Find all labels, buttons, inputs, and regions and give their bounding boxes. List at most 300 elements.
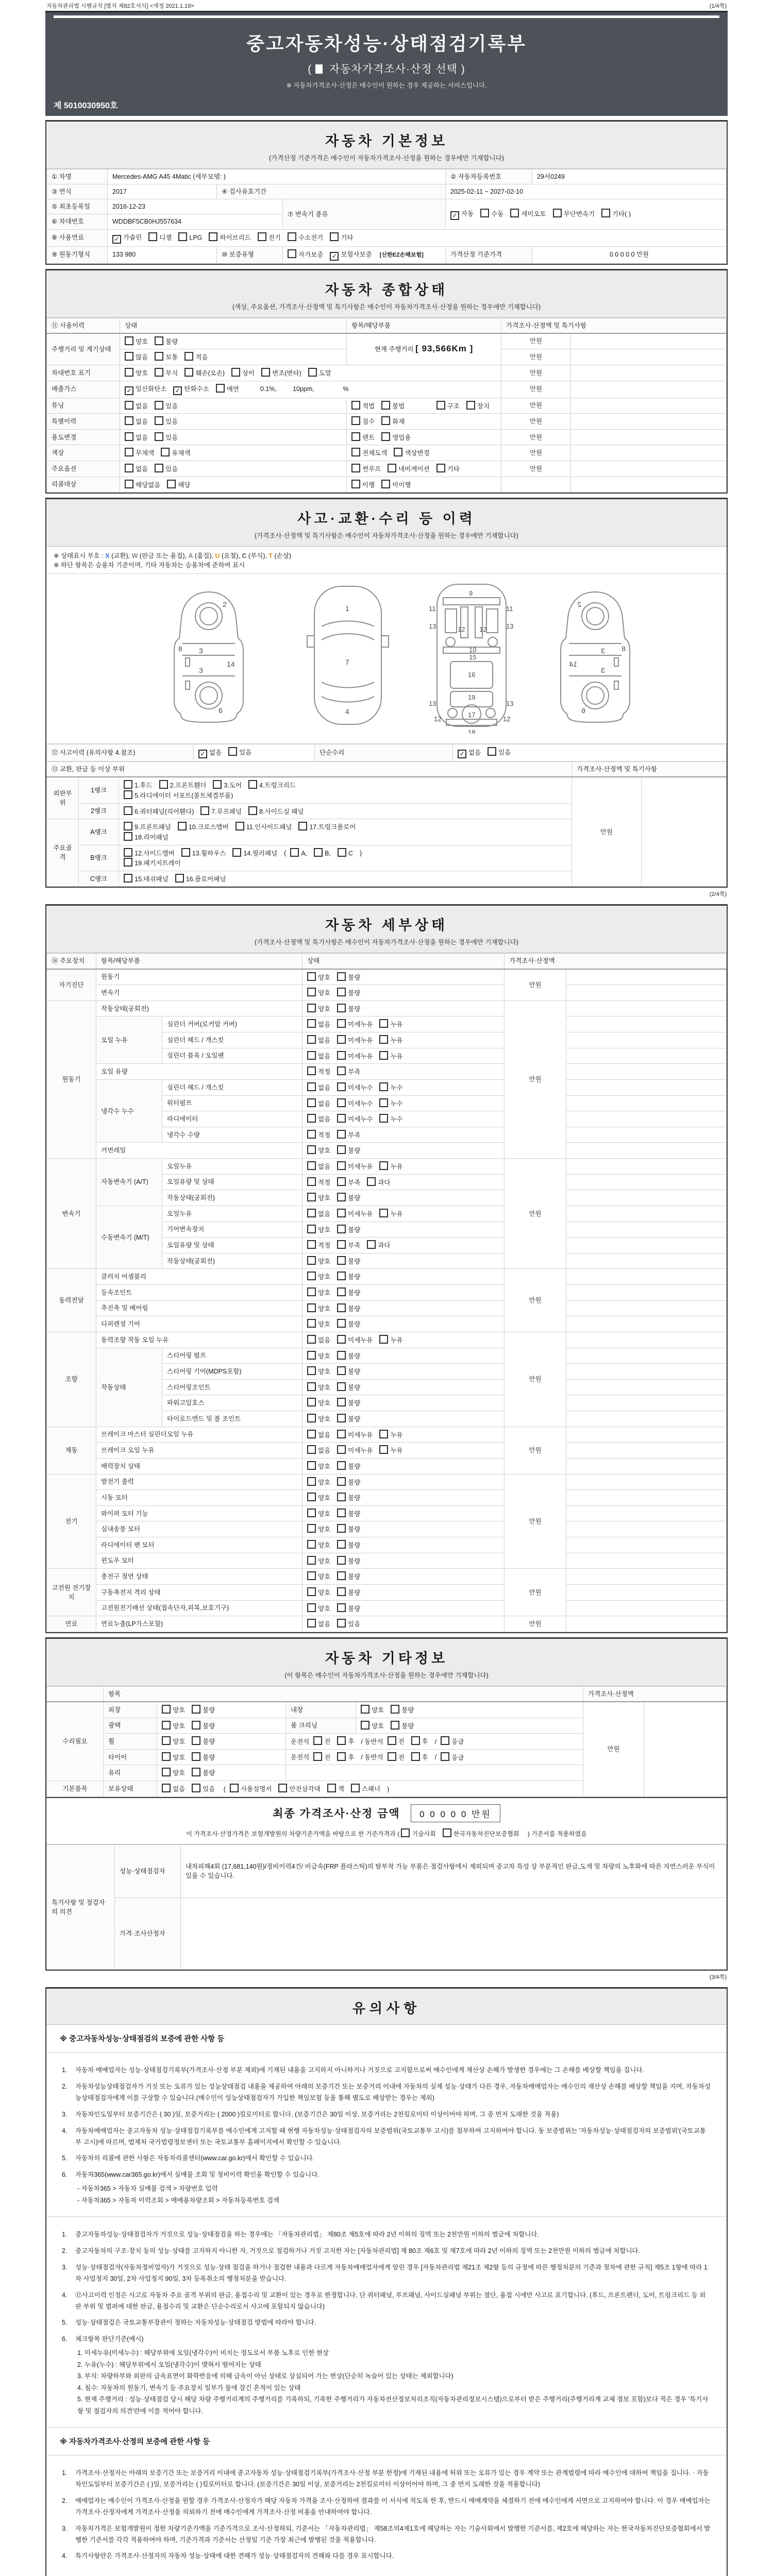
checkbox-option[interactable]: 잭 [327,1784,344,1794]
unchecked-checkbox-icon[interactable] [337,1303,346,1312]
checkbox-option[interactable]: 있음 [155,401,178,411]
unchecked-checkbox-icon[interactable] [351,416,360,425]
unchecked-checkbox-icon[interactable] [394,448,402,456]
checkbox-option[interactable]: 불량 [337,1540,360,1550]
checkbox-option[interactable]: 기타 [330,232,353,243]
checkbox-option[interactable]: 불량 [337,988,360,998]
checkbox-option[interactable]: 없음 [307,1035,330,1045]
checkbox-option[interactable]: 4.트렁크리드 [248,780,296,790]
unchecked-checkbox-icon[interactable] [381,401,390,410]
unchecked-checkbox-icon[interactable] [125,448,133,456]
checkbox-option[interactable]: LPG [178,232,202,243]
unchecked-checkbox-icon[interactable] [125,336,133,345]
checkbox-option[interactable]: 상이 [231,368,255,378]
checkbox-option[interactable]: 불량 [337,1004,360,1014]
checkbox-option[interactable]: 영업용 [381,432,411,443]
unchecked-checkbox-icon[interactable] [337,1752,346,1761]
unchecked-checkbox-icon[interactable] [337,988,346,996]
checkbox-option[interactable]: ✓ 자동 [450,209,474,220]
unchecked-checkbox-icon[interactable] [381,480,390,488]
checkbox-option[interactable]: 해당없음 [125,480,160,490]
checkbox-option[interactable]: 8.사이드실 패널 [248,806,304,817]
unchecked-checkbox-icon[interactable] [337,1035,346,1044]
checkbox-option[interactable]: 누유 [379,1445,402,1455]
unchecked-checkbox-icon[interactable] [213,780,222,789]
unchecked-checkbox-icon[interactable] [337,1098,346,1107]
checkbox-option[interactable]: 없음 [307,1209,330,1219]
unchecked-checkbox-icon[interactable] [290,848,299,857]
checkbox-option[interactable]: 침수 [351,416,375,427]
unchecked-checkbox-icon[interactable] [307,1209,316,1217]
unchecked-checkbox-icon[interactable] [192,1705,200,1714]
unchecked-checkbox-icon[interactable] [330,232,339,241]
unchecked-checkbox-icon[interactable] [337,1209,346,1217]
unchecked-checkbox-icon[interactable] [307,1398,316,1406]
unchecked-checkbox-icon[interactable] [337,1161,346,1170]
checkbox-option[interactable]: 불량 [337,1571,360,1582]
checkbox-option[interactable]: 한국자동차진단보증협회 [443,1828,519,1838]
checkbox-option[interactable]: 19.패키지트레이 [124,858,181,868]
checkbox-option[interactable]: 미세누유 [337,1430,373,1440]
checkbox-option[interactable]: 7.루프패널 [200,806,242,817]
checkbox-option[interactable]: 전 [388,1736,405,1747]
unchecked-checkbox-icon[interactable] [159,780,168,789]
checkbox-option[interactable]: 미세누유 [337,1035,373,1045]
checkbox-option[interactable]: 불량 [337,1603,360,1614]
unchecked-checkbox-icon[interactable] [307,1287,316,1296]
checkbox-option[interactable]: 있음 [228,747,251,757]
checkbox-option[interactable]: 12.사이드멤버 [124,848,175,858]
checkbox-option[interactable]: 부식 [155,368,178,378]
checked-checkbox-icon[interactable]: ✓ [125,386,133,395]
checkbox-option[interactable]: 양호 [125,368,148,378]
unchecked-checkbox-icon[interactable] [307,1366,316,1375]
checkbox-option[interactable]: 미세누수 [337,1082,373,1093]
unchecked-checkbox-icon[interactable] [337,1019,346,1028]
unchecked-checkbox-icon[interactable] [228,747,237,756]
unchecked-checkbox-icon[interactable] [411,1736,420,1745]
unchecked-checkbox-icon[interactable] [162,1721,171,1730]
unchecked-checkbox-icon[interactable] [307,1161,316,1170]
checkbox-option[interactable]: 양호 [307,1004,330,1014]
checkbox-option[interactable]: 없음 [307,1114,330,1124]
checkbox-option[interactable]: 훼손(오손) [184,368,225,378]
checkbox-option[interactable]: 미세누수 [337,1098,373,1109]
checkbox-option[interactable]: 불량 [337,1256,360,1266]
unchecked-checkbox-icon[interactable] [192,1768,200,1776]
checkbox-option[interactable]: 불량 [337,1303,360,1314]
checkbox-option[interactable]: 불법 [381,401,405,411]
unchecked-checkbox-icon[interactable] [125,368,133,377]
checkbox-option[interactable]: 불량 [337,1272,360,1282]
checkbox-option[interactable]: 미세누유 [337,1445,373,1455]
checkbox-option[interactable]: 양호 [307,1382,330,1393]
checkbox-option[interactable]: 양호 [307,1351,330,1361]
unchecked-checkbox-icon[interactable] [337,1540,346,1549]
unchecked-checkbox-icon[interactable] [379,1430,388,1438]
unchecked-checkbox-icon[interactable] [337,1066,346,1075]
unchecked-checkbox-icon[interactable] [391,1721,399,1730]
checkbox-option[interactable]: 누수 [379,1114,402,1124]
unchecked-checkbox-icon[interactable] [337,1177,346,1186]
unchecked-checkbox-icon[interactable] [124,806,132,815]
checkbox-option[interactable]: 수소전기 [288,232,323,243]
checkbox-option[interactable]: ✓ 보험사보증 [330,250,372,261]
unchecked-checkbox-icon[interactable] [307,1035,316,1044]
checkbox-option[interactable]: 색상변경 [394,448,429,458]
unchecked-checkbox-icon[interactable] [184,352,193,361]
unchecked-checkbox-icon[interactable] [337,1587,346,1596]
checkbox-option[interactable]: 불량 [337,1287,360,1298]
unchecked-checkbox-icon[interactable] [184,368,193,377]
checkbox-option[interactable]: 응급 [441,1752,464,1762]
unchecked-checkbox-icon[interactable] [232,848,241,857]
unchecked-checkbox-icon[interactable] [337,1619,346,1628]
checkbox-option[interactable]: 미세누수 [337,1114,373,1124]
checkbox-option[interactable]: 전 [313,1752,330,1762]
checkbox-option[interactable]: 16.플로어패널 [175,874,226,884]
checkbox-option[interactable]: 누유 [379,1051,402,1061]
unchecked-checkbox-icon[interactable] [351,448,360,456]
checkbox-option[interactable]: 수동 [480,209,503,219]
unchecked-checkbox-icon[interactable] [337,1382,346,1391]
unchecked-checkbox-icon[interactable] [443,1828,451,1837]
unchecked-checkbox-icon[interactable] [298,822,307,831]
checkbox-option[interactable]: 누수 [379,1098,402,1109]
checkbox-option[interactable]: 불량 [391,1721,414,1731]
unchecked-checkbox-icon[interactable] [337,1193,346,1201]
unchecked-checkbox-icon[interactable] [379,1335,388,1344]
unchecked-checkbox-icon[interactable] [125,401,133,410]
checkbox-option[interactable]: 불량 [337,1509,360,1519]
checkbox-option[interactable]: 없음 [307,1051,330,1061]
checkbox-option[interactable]: 없음 [162,1784,185,1794]
unchecked-checkbox-icon[interactable] [367,1177,376,1186]
unchecked-checkbox-icon[interactable] [155,464,163,472]
unchecked-checkbox-icon[interactable] [351,480,360,488]
unchecked-checkbox-icon[interactable] [367,1240,376,1249]
checkbox-option[interactable]: 3.도어 [213,780,242,790]
unchecked-checkbox-icon[interactable] [181,848,190,857]
unchecked-checkbox-icon[interactable] [307,1066,316,1075]
checkbox-option[interactable]: 없음 [125,464,148,474]
checkbox-option[interactable]: 양호 [307,972,330,982]
unchecked-checkbox-icon[interactable] [401,1828,410,1837]
checkbox-option[interactable]: 적정 [307,1066,330,1077]
unchecked-checkbox-icon[interactable] [337,1477,346,1486]
unchecked-checkbox-icon[interactable] [337,1335,346,1344]
unchecked-checkbox-icon[interactable] [125,432,133,441]
unchecked-checkbox-icon[interactable] [125,352,133,361]
unchecked-checkbox-icon[interactable] [124,832,132,841]
checkbox-option[interactable]: 5.라디에이터 서포트(볼트체결부품) [124,790,233,801]
checkbox-option[interactable]: 후 [411,1752,428,1762]
checkbox-option[interactable]: 양호 [307,1603,330,1614]
checkbox-option[interactable]: 부족 [337,1066,360,1077]
checkbox-option[interactable]: 양호 [307,1303,330,1314]
unchecked-checkbox-icon[interactable] [162,1736,171,1745]
checkbox-option[interactable]: 불량 [337,1351,360,1361]
unchecked-checkbox-icon[interactable] [379,1161,388,1170]
unchecked-checkbox-icon[interactable] [379,1051,388,1060]
checkbox-option[interactable]: 불량 [337,1382,360,1393]
checkbox-option[interactable]: 없음 [125,416,148,427]
checkbox-option[interactable]: 보통 [155,352,178,362]
checkbox-option[interactable]: 후 [411,1736,428,1747]
checkbox-option[interactable]: 불량 [337,1556,360,1566]
checkbox-option[interactable]: 있음 [337,1619,360,1629]
unchecked-checkbox-icon[interactable] [314,848,323,857]
unchecked-checkbox-icon[interactable] [167,480,176,488]
checkbox-option[interactable]: 부족 [337,1130,360,1140]
unchecked-checkbox-icon[interactable] [307,972,316,981]
checkbox-option[interactable]: 불량 [192,1721,215,1731]
unchecked-checkbox-icon[interactable] [337,1524,346,1533]
checkbox-option[interactable]: 있음 [192,1784,215,1794]
unchecked-checkbox-icon[interactable] [248,780,257,789]
unchecked-checkbox-icon[interactable] [230,1784,239,1792]
checkbox-option[interactable]: 불량 [337,1193,360,1203]
unchecked-checkbox-icon[interactable] [162,1752,171,1761]
checkbox-option[interactable]: 불량 [337,1524,360,1534]
unchecked-checkbox-icon[interactable] [307,1051,316,1060]
unchecked-checkbox-icon[interactable] [192,1721,200,1730]
unchecked-checkbox-icon[interactable] [337,1051,346,1060]
checkbox-option[interactable]: 양호 [162,1705,185,1715]
checkbox-option[interactable]: 렌트 [351,432,375,443]
checkbox-option[interactable]: 양호 [307,1524,330,1534]
checkbox-option[interactable]: 있음 [488,747,511,757]
unchecked-checkbox-icon[interactable] [288,232,296,241]
unchecked-checkbox-icon[interactable] [379,1019,388,1028]
unchecked-checkbox-icon[interactable] [125,416,133,425]
checkbox-option[interactable]: 10.크로스멤버 [178,822,229,832]
checkbox-option[interactable]: 없음 [307,1098,330,1109]
checkbox-option[interactable]: 양호 [307,1319,330,1329]
checkbox-option[interactable]: 전 [313,1736,330,1747]
checkbox-option[interactable]: 전 [388,1752,405,1762]
unchecked-checkbox-icon[interactable] [178,232,187,241]
checkbox-option[interactable]: 많음 [125,352,148,362]
checkbox-option[interactable]: 양호 [307,1571,330,1582]
checked-checkbox-icon[interactable]: ✓ [330,252,339,261]
checkbox-option[interactable]: 양호 [307,1287,330,1298]
unchecked-checkbox-icon[interactable] [337,1240,346,1249]
unchecked-checkbox-icon[interactable] [124,858,132,867]
checkbox-option[interactable]: 양호 [162,1721,185,1731]
unchecked-checkbox-icon[interactable] [307,1351,316,1360]
checkbox-option[interactable]: 양호 [307,1225,330,1235]
unchecked-checkbox-icon[interactable] [231,368,240,377]
unchecked-checkbox-icon[interactable] [337,1398,346,1406]
unchecked-checkbox-icon[interactable] [436,401,445,410]
unchecked-checkbox-icon[interactable] [510,209,519,217]
unchecked-checkbox-icon[interactable] [337,1414,346,1422]
checkbox-option[interactable]: 불량 [337,1587,360,1598]
checkbox-option[interactable]: 없음 [307,1619,330,1629]
unchecked-checkbox-icon[interactable] [161,448,170,456]
checkbox-option[interactable]: 이행 [351,480,375,490]
unchecked-checkbox-icon[interactable] [192,1784,200,1792]
unchecked-checkbox-icon[interactable] [192,1736,200,1745]
checkbox-option[interactable]: 미이행 [381,480,411,490]
unchecked-checkbox-icon[interactable] [313,1752,322,1761]
unchecked-checkbox-icon[interactable] [307,1145,316,1154]
checkbox-option[interactable]: 적음 [184,352,208,362]
unchecked-checkbox-icon[interactable] [307,1430,316,1438]
checkbox-option[interactable]: 미세누유 [337,1019,373,1029]
checkbox-option[interactable]: 전기 [258,232,281,243]
unchecked-checkbox-icon[interactable] [307,1240,316,1249]
checkbox-option[interactable]: B, [314,848,331,858]
checkbox-option[interactable]: 장치 [466,401,490,411]
checkbox-option[interactable]: 없음 [307,1161,330,1172]
unchecked-checkbox-icon[interactable] [248,806,257,815]
unchecked-checkbox-icon[interactable] [379,1209,388,1217]
checkbox-option[interactable]: 17.트렁크플로어 [298,822,356,832]
unchecked-checkbox-icon[interactable] [200,806,209,815]
unchecked-checkbox-icon[interactable] [388,1752,396,1761]
unchecked-checkbox-icon[interactable] [338,848,346,857]
unchecked-checkbox-icon[interactable] [337,1571,346,1580]
checkbox-option[interactable]: 불량 [155,336,178,347]
unchecked-checkbox-icon[interactable] [327,1784,336,1792]
checkbox-option[interactable]: 구조 [436,401,460,411]
unchecked-checkbox-icon[interactable] [307,1540,316,1549]
checkbox-option[interactable]: 11.인사이드패널 [236,822,292,832]
checkbox-option[interactable]: 안전삼각대 [278,1784,320,1794]
checkbox-option[interactable]: 과다 [367,1177,390,1188]
checkbox-option[interactable]: ✓ 없음 [198,748,222,759]
checkbox-option[interactable]: 양호 [307,1366,330,1377]
checkbox-option[interactable]: 누유 [379,1019,402,1029]
checkbox-option[interactable]: 매연 [216,384,239,394]
checkbox-option[interactable]: 양호 [307,1540,330,1550]
checkbox-option[interactable]: 기타 [436,464,460,474]
unchecked-checkbox-icon[interactable] [388,1736,396,1745]
unchecked-checkbox-icon[interactable] [388,464,396,472]
unchecked-checkbox-icon[interactable] [307,1114,316,1123]
unchecked-checkbox-icon[interactable] [307,1303,316,1312]
unchecked-checkbox-icon[interactable] [337,1556,346,1565]
checkbox-option[interactable]: 응급 [441,1736,464,1747]
unchecked-checkbox-icon[interactable] [307,1335,316,1344]
unchecked-checkbox-icon[interactable] [391,1705,399,1714]
checkbox-option[interactable]: 양호 [361,1705,384,1715]
checkbox-option[interactable]: 적정 [307,1240,330,1250]
checkbox-option[interactable]: 양호 [307,1587,330,1598]
unchecked-checkbox-icon[interactable] [307,1130,316,1139]
checkbox-option[interactable]: 적정 [307,1130,330,1140]
checkbox-option[interactable]: 과다 [367,1240,390,1250]
unchecked-checkbox-icon[interactable] [337,1461,346,1470]
checkbox-option[interactable]: 불량 [192,1768,215,1778]
checkbox-option[interactable]: 9.프론트패널 [124,822,171,832]
unchecked-checkbox-icon[interactable] [178,822,187,831]
checkbox-option[interactable]: 있음 [155,416,178,427]
unchecked-checkbox-icon[interactable] [337,1366,346,1375]
unchecked-checkbox-icon[interactable] [379,1098,388,1107]
unchecked-checkbox-icon[interactable] [308,368,317,377]
checkbox-option[interactable]: 네비게이션 [388,464,429,474]
checkbox-option[interactable]: 15.대쉬패널 [124,874,169,884]
unchecked-checkbox-icon[interactable] [337,1493,346,1501]
checkbox-option[interactable]: 후 [337,1752,354,1762]
unchecked-checkbox-icon[interactable] [307,1082,316,1091]
checkbox-option[interactable]: 불량 [337,1145,360,1156]
checkbox-option[interactable]: 양호 [307,1193,330,1203]
unchecked-checkbox-icon[interactable] [307,1587,316,1596]
checkbox-option[interactable]: 2.프론트휀더 [159,780,207,790]
unchecked-checkbox-icon[interactable] [307,1019,316,1028]
unchecked-checkbox-icon[interactable] [337,1145,346,1154]
unchecked-checkbox-icon[interactable] [307,1556,316,1565]
unchecked-checkbox-icon[interactable] [351,401,360,410]
unchecked-checkbox-icon[interactable] [337,1351,346,1360]
checkbox-option[interactable]: 후 [337,1736,354,1747]
unchecked-checkbox-icon[interactable] [337,972,346,981]
unchecked-checkbox-icon[interactable] [379,1082,388,1091]
checkbox-option[interactable]: 없음 [307,1019,330,1029]
checkbox-option[interactable]: 양호 [162,1736,185,1747]
unchecked-checkbox-icon[interactable] [162,1705,171,1714]
unchecked-checkbox-icon[interactable] [216,384,225,393]
checkbox-option[interactable]: 있음 [155,432,178,443]
checked-checkbox-icon[interactable]: ✓ [173,386,182,395]
unchecked-checkbox-icon[interactable] [307,1098,316,1107]
unchecked-checkbox-icon[interactable] [337,1736,346,1745]
checkbox-option[interactable]: 없음 [307,1445,330,1455]
checkbox-option[interactable]: 불량 [192,1705,215,1715]
checkbox-option[interactable]: 하이브리드 [209,232,250,243]
checkbox-option[interactable]: 유채색 [161,448,190,458]
unchecked-checkbox-icon[interactable] [601,209,610,217]
unchecked-checkbox-icon[interactable] [361,1721,369,1730]
unchecked-checkbox-icon[interactable] [553,209,562,217]
unchecked-checkbox-icon[interactable] [379,1445,388,1454]
checkbox-option[interactable]: A, [290,848,307,858]
checkbox-option[interactable]: ✓ 가솔린 [112,233,142,244]
checkbox-option[interactable]: 썬루프 [351,464,381,474]
checkbox-option[interactable]: 불량 [337,1493,360,1503]
unchecked-checkbox-icon[interactable] [351,432,360,441]
unchecked-checkbox-icon[interactable] [155,416,163,425]
unchecked-checkbox-icon[interactable] [441,1736,449,1745]
unchecked-checkbox-icon[interactable] [307,1509,316,1517]
unchecked-checkbox-icon[interactable] [155,368,163,377]
unchecked-checkbox-icon[interactable] [337,1509,346,1517]
checkbox-option[interactable]: 누유 [379,1209,402,1219]
checkbox-option[interactable]: 누유 [379,1161,402,1172]
checkbox-option[interactable]: 불량 [337,1477,360,1487]
checkbox-option[interactable]: 양호 [361,1721,384,1731]
unchecked-checkbox-icon[interactable] [351,464,360,472]
unchecked-checkbox-icon[interactable] [436,464,445,472]
checkbox-option[interactable]: 사용설명서 [230,1784,272,1794]
unchecked-checkbox-icon[interactable] [307,1524,316,1533]
checkbox-option[interactable]: 양호 [307,1398,330,1408]
checkbox-option[interactable]: 미세누유 [337,1209,373,1219]
unchecked-checkbox-icon[interactable] [466,401,475,410]
unchecked-checkbox-icon[interactable] [351,1784,360,1792]
checkbox-option[interactable]: 양호 [307,988,330,998]
checkbox-option[interactable]: 불량 [337,1398,360,1408]
checkbox-option[interactable]: 1.후드 [124,780,153,790]
checkbox-option[interactable]: 없음 [125,432,148,443]
unchecked-checkbox-icon[interactable] [124,790,132,799]
checkbox-option[interactable]: 기술사회 [401,1828,435,1838]
checked-checkbox-icon[interactable]: ✓ [112,235,121,244]
